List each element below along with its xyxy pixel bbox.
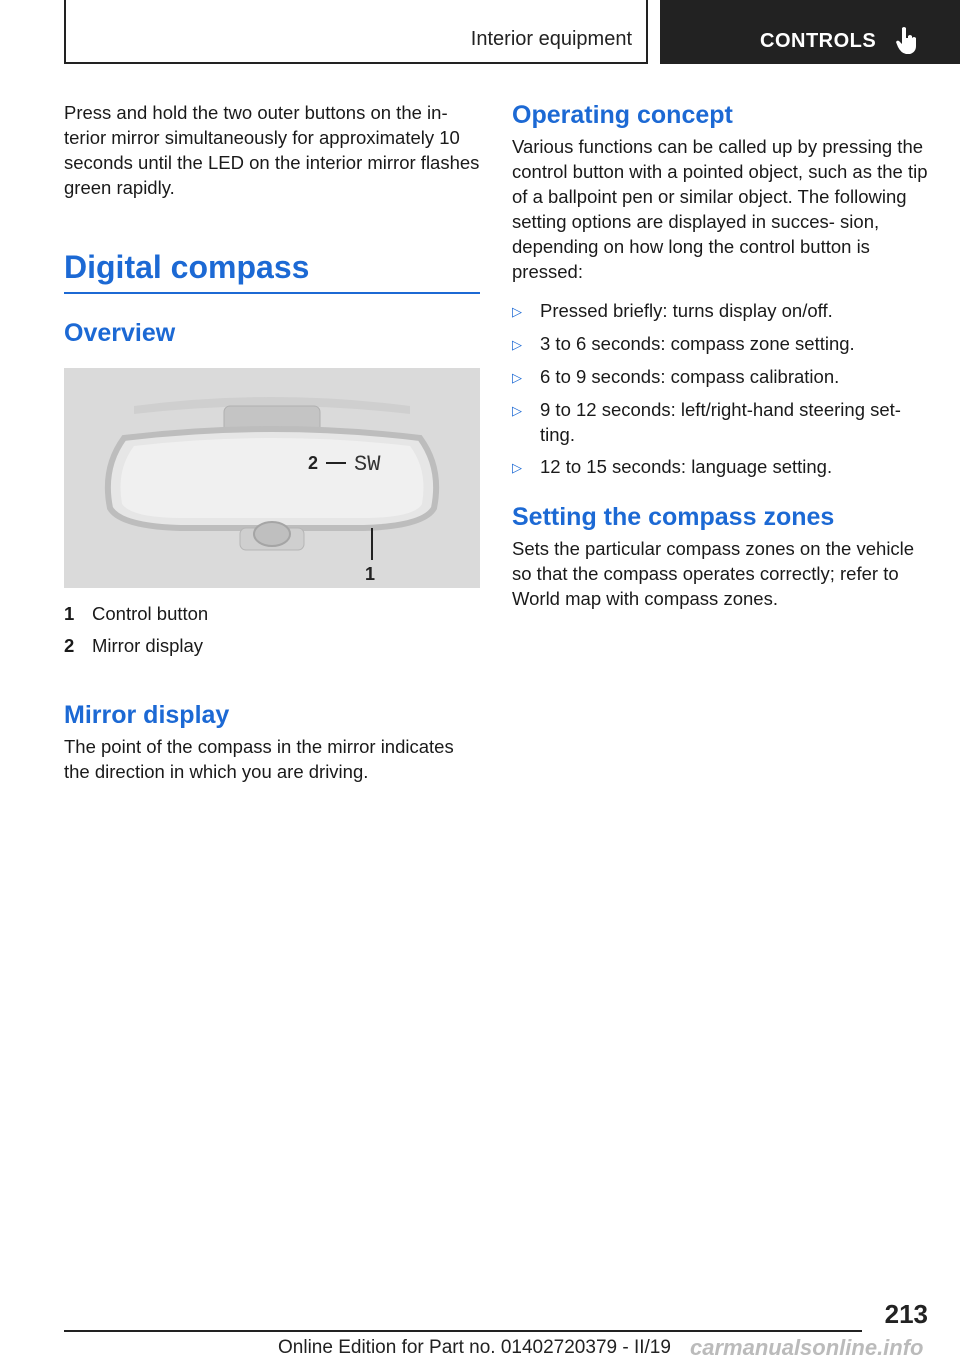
section-title: Digital compass bbox=[64, 248, 480, 294]
list-item-text: Pressed briefly: turns display on/off. bbox=[540, 300, 833, 321]
header-chapter-box bbox=[660, 0, 960, 64]
compass-zones-block bbox=[512, 502, 928, 611]
figure-display-text: SW bbox=[354, 452, 381, 477]
list-item bbox=[512, 397, 928, 447]
list-item bbox=[512, 364, 928, 390]
operating-concept-paragraph: Various functions can be called up by pressing the control button with a pointed object, such as the tip of a ballpoint pen or similar object. The following setting options are displayed in succes- sion, depending on how long the control button is pressed: bbox=[512, 136, 928, 282]
list-item-text: 12 to 15 seconds: language setting. bbox=[540, 456, 833, 477]
list-item-text: 3 to 6 seconds: compass zone setting. bbox=[540, 333, 855, 354]
list-item bbox=[512, 454, 928, 480]
compass-zones-paragraph: Sets the particular compass zones on the vehicle so that the compass operates correctly; refer to World map with compass zones. bbox=[512, 538, 915, 609]
header-section-title: Interior equipment bbox=[470, 28, 632, 50]
left-column bbox=[64, 100, 480, 784]
mirror-display-heading: Mirror display bbox=[64, 701, 230, 729]
triangle-bullet-icon: ▷ bbox=[512, 337, 522, 352]
mirror-display-block bbox=[64, 700, 480, 784]
list-item-text: 6 to 9 seconds: compass calibration. bbox=[540, 366, 840, 387]
pointing-hand-icon bbox=[896, 26, 918, 54]
figure-callout-1: 1 bbox=[365, 564, 376, 584]
list-item bbox=[512, 298, 928, 324]
operating-concept-heading: Operating concept bbox=[512, 101, 733, 129]
triangle-bullet-icon: ▷ bbox=[512, 403, 522, 418]
page-number: 213 bbox=[884, 1299, 928, 1329]
footer-divider bbox=[64, 1330, 862, 1332]
footer-watermark: carmanualsonline.info bbox=[690, 1335, 924, 1360]
legend-item bbox=[64, 598, 480, 630]
legend-label: Control button bbox=[92, 603, 209, 624]
triangle-bullet-icon: ▷ bbox=[512, 460, 522, 475]
overview-heading: Overview bbox=[64, 319, 176, 347]
mirror-display-paragraph: The point of the compass in the mirror indicates the direction in which you are driving. bbox=[64, 736, 454, 782]
intro-paragraph: Press and hold the two outer buttons on the in- terior mirror simultaneously for approximately 10 seconds until the LED on the interior mirror flashes green rapidly. bbox=[64, 102, 480, 198]
triangle-bullet-icon: ▷ bbox=[512, 304, 522, 319]
header-section-box bbox=[64, 0, 648, 64]
legend-item bbox=[64, 630, 480, 662]
list-item bbox=[512, 331, 928, 357]
footer-edition: Online Edition for Part no. 01402720379 - II/19 bbox=[278, 1337, 671, 1358]
triangle-bullet-icon: ▷ bbox=[512, 370, 522, 385]
figure-legend bbox=[64, 598, 480, 662]
mirror-illustration bbox=[64, 368, 480, 588]
right-column bbox=[512, 100, 928, 611]
options-list bbox=[512, 298, 928, 480]
legend-number: 2 bbox=[64, 635, 75, 656]
figure-callout-2: 2 bbox=[308, 453, 319, 473]
legend-number: 1 bbox=[64, 603, 75, 624]
header-chapter-title: CONTROLS bbox=[760, 30, 877, 52]
compass-zones-heading: Setting the compass zones bbox=[512, 503, 835, 531]
list-item-text: 9 to 12 seconds: left/right-hand steering set- ting. bbox=[540, 399, 901, 445]
mirror-figure bbox=[64, 368, 480, 588]
legend-label: Mirror display bbox=[92, 635, 204, 656]
